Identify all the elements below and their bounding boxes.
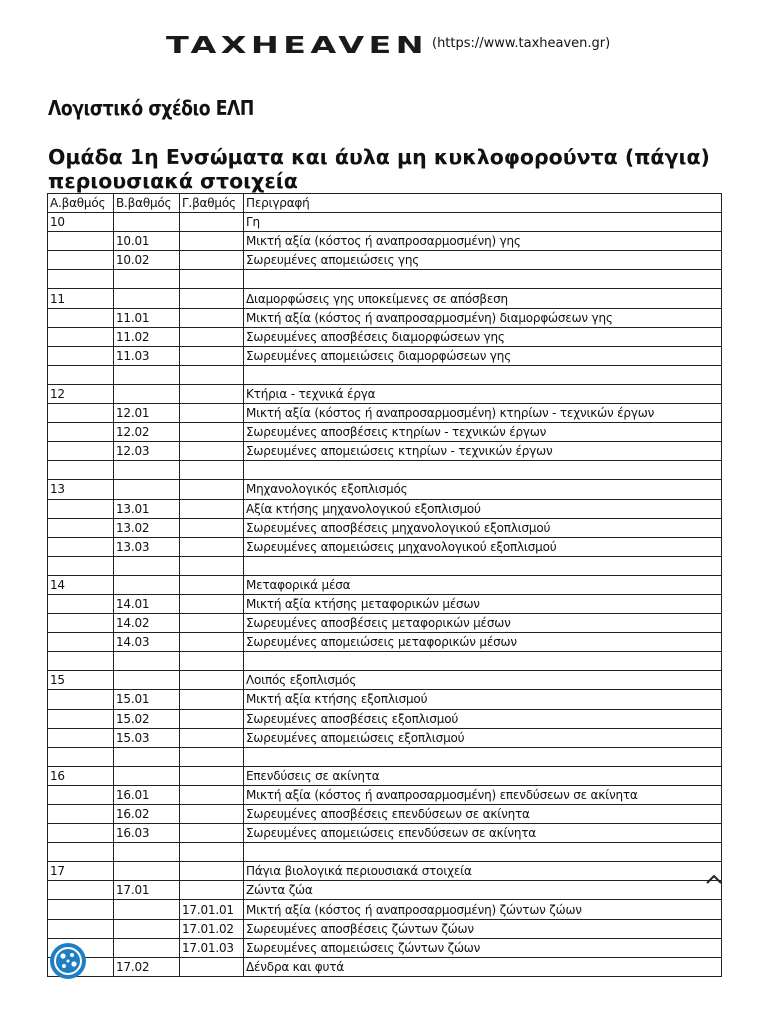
account-level-c <box>180 614 244 633</box>
account-level-a <box>48 824 114 843</box>
account-description <box>244 747 722 766</box>
account-level-c <box>180 423 244 442</box>
account-level-b: 11.02 <box>114 327 180 346</box>
account-level-c <box>180 327 244 346</box>
account-description: Σωρευμένες αποσβέσεις ζώντων ζώων <box>244 919 722 938</box>
account-description: Σωρευμένες απομειώσεις κτηρίων - τεχνικών έργων <box>244 442 722 461</box>
accounts-table <box>47 193 722 977</box>
account-level-b: 11.01 <box>114 308 180 327</box>
account-level-b: 15.03 <box>114 728 180 747</box>
account-level-a <box>48 728 114 747</box>
account-level-c <box>180 518 244 537</box>
account-level-b: 15.02 <box>114 709 180 728</box>
account-level-c <box>180 384 244 403</box>
table-row <box>48 346 722 365</box>
table-row <box>48 594 722 613</box>
account-level-a <box>48 499 114 518</box>
account-level-b <box>114 671 180 690</box>
account-level-a <box>48 805 114 824</box>
table-row <box>48 785 722 804</box>
account-level-c <box>180 747 244 766</box>
account-level-b: 16.01 <box>114 785 180 804</box>
table-row <box>48 862 722 881</box>
table-row <box>48 957 722 976</box>
account-level-a: 17 <box>48 862 114 881</box>
account-level-c <box>180 633 244 652</box>
table-row <box>48 938 722 957</box>
account-description: Μικτή αξία (κόστος ή αναπροσαρμοσμένη) επενδύσεων σε ακίνητα <box>244 785 722 804</box>
account-level-a <box>48 709 114 728</box>
account-level-c <box>180 575 244 594</box>
account-level-b <box>114 900 180 919</box>
account-level-c <box>180 346 244 365</box>
table-row <box>48 652 722 671</box>
account-level-a <box>48 881 114 900</box>
table-row <box>48 213 722 232</box>
account-level-c <box>180 709 244 728</box>
account-description: Σωρευμένες απομειώσεις διαμορφώσεων γης <box>244 346 722 365</box>
account-description: Σωρευμένες απομειώσεις επενδύσεων σε ακίνητα <box>244 824 722 843</box>
account-level-a <box>48 537 114 556</box>
account-level-a <box>48 346 114 365</box>
account-level-b <box>114 384 180 403</box>
account-level-b <box>114 480 180 499</box>
taxheaven-logo[interactable] <box>166 32 430 58</box>
table-row <box>48 442 722 461</box>
table-row <box>48 423 722 442</box>
account-level-c <box>180 957 244 976</box>
table-row <box>48 537 722 556</box>
account-description: Σωρευμένες απομειώσεις εξοπλισμού <box>244 728 722 747</box>
account-description: Ζώντα ζώα <box>244 881 722 900</box>
account-level-a: 15 <box>48 671 114 690</box>
table-row <box>48 690 722 709</box>
account-description <box>244 270 722 289</box>
table-row <box>48 843 722 862</box>
account-description: Μικτή αξία (κόστος ή αναπροσαρμοσμένη) γης <box>244 232 722 251</box>
column-header-b: Β.βαθμός <box>114 194 180 213</box>
account-level-a <box>48 594 114 613</box>
group-title: Ομάδα 1η Ενσώματα και άυλα μη κυκλοφορούντα (πάγια) περιουσιακά στοιχεία <box>48 145 710 193</box>
account-level-c <box>180 461 244 480</box>
account-description: Σωρευμένες απομειώσεις γης <box>244 251 722 270</box>
table-row <box>48 747 722 766</box>
table-header-row <box>48 194 722 213</box>
cookie-settings-icon[interactable] <box>48 941 88 981</box>
table-row <box>48 365 722 384</box>
account-description: Σωρευμένες αποσβέσεις κτηρίων - τεχνικών έργων <box>244 423 722 442</box>
account-level-c <box>180 480 244 499</box>
logo-text: TAXHEAVEN <box>166 33 428 58</box>
account-level-c <box>180 213 244 232</box>
account-level-a <box>48 843 114 862</box>
account-level-c: 17.01.02 <box>180 919 244 938</box>
table-row <box>48 805 722 824</box>
account-level-b <box>114 270 180 289</box>
account-level-b: 13.01 <box>114 499 180 518</box>
account-level-a <box>48 614 114 633</box>
account-level-a <box>48 270 114 289</box>
table-row <box>48 308 722 327</box>
table-row <box>48 575 722 594</box>
account-level-a <box>48 919 114 938</box>
account-level-c <box>180 365 244 384</box>
account-description: Σωρευμένες αποσβέσεις εξοπλισμού <box>244 709 722 728</box>
account-level-c <box>180 862 244 881</box>
account-description: Γη <box>244 213 722 232</box>
table-row <box>48 614 722 633</box>
table-row <box>48 480 722 499</box>
account-level-c: 17.01.01 <box>180 900 244 919</box>
account-description <box>244 556 722 575</box>
account-level-b: 12.03 <box>114 442 180 461</box>
account-level-a <box>48 365 114 384</box>
account-description: Μικτή αξία κτήσης μεταφορικών μέσων <box>244 594 722 613</box>
account-description: Μικτή αξία (κόστος ή αναπροσαρμοσμένη) ζώντων ζώων <box>244 900 722 919</box>
account-level-b: 17.01 <box>114 881 180 900</box>
account-description: Σωρευμένες αποσβέσεις μεταφορικών μέσων <box>244 614 722 633</box>
table-row <box>48 518 722 537</box>
account-level-a <box>48 327 114 346</box>
table-row <box>48 232 722 251</box>
account-level-c <box>180 232 244 251</box>
account-level-a <box>48 747 114 766</box>
table-row <box>48 404 722 423</box>
account-level-c <box>180 766 244 785</box>
account-level-b <box>114 213 180 232</box>
account-level-c <box>180 805 244 824</box>
account-level-b: 12.01 <box>114 404 180 423</box>
account-level-c <box>180 728 244 747</box>
account-level-b <box>114 652 180 671</box>
account-description: Σωρευμένες απομειώσεις μηχανολογικού εξοπλισμού <box>244 537 722 556</box>
account-level-a <box>48 633 114 652</box>
column-header-a: Α.βαθμός <box>48 194 114 213</box>
table-row <box>48 881 722 900</box>
account-level-a: 13 <box>48 480 114 499</box>
account-level-c <box>180 785 244 804</box>
account-level-c <box>180 308 244 327</box>
account-level-b <box>114 575 180 594</box>
account-level-a <box>48 308 114 327</box>
account-level-b <box>114 766 180 785</box>
account-description: Επενδύσεις σε ακίνητα <box>244 766 722 785</box>
account-description <box>244 652 722 671</box>
account-level-a <box>48 518 114 537</box>
account-level-b <box>114 919 180 938</box>
account-level-c <box>180 824 244 843</box>
account-level-a <box>48 442 114 461</box>
account-description: Κτήρια - τεχνικά έργα <box>244 384 722 403</box>
account-level-a: 16 <box>48 766 114 785</box>
account-description: Μεταφορικά μέσα <box>244 575 722 594</box>
account-description: Δένδρα και φυτά <box>244 957 722 976</box>
account-description: Σωρευμένες απομειώσεις ζώντων ζώων <box>244 938 722 957</box>
account-level-b <box>114 289 180 308</box>
chevron-up-icon[interactable] <box>704 871 724 887</box>
account-level-c <box>180 690 244 709</box>
account-level-c <box>180 442 244 461</box>
account-description: Μικτή αξία (κόστος ή αναπροσαρμοσμένη) διαμορφώσεων γης <box>244 308 722 327</box>
account-level-c <box>180 251 244 270</box>
account-level-a <box>48 404 114 423</box>
account-level-b <box>114 747 180 766</box>
account-level-b: 13.03 <box>114 537 180 556</box>
account-level-a: 12 <box>48 384 114 403</box>
account-level-c <box>180 594 244 613</box>
account-level-c <box>180 843 244 862</box>
account-level-a <box>48 690 114 709</box>
table-row <box>48 671 722 690</box>
account-level-a <box>48 232 114 251</box>
account-level-a <box>48 251 114 270</box>
site-header <box>0 30 768 62</box>
account-level-b: 15.01 <box>114 690 180 709</box>
table-row <box>48 556 722 575</box>
account-level-b: 12.02 <box>114 423 180 442</box>
account-level-b: 10.02 <box>114 251 180 270</box>
table-row <box>48 824 722 843</box>
account-level-b: 10.01 <box>114 232 180 251</box>
account-description <box>244 843 722 862</box>
account-level-b <box>114 365 180 384</box>
table-row <box>48 270 722 289</box>
account-description: Διαμορφώσεις γης υποκείμενες σε απόσβεση <box>244 289 722 308</box>
table-row <box>48 327 722 346</box>
account-level-b <box>114 843 180 862</box>
table-row <box>48 728 722 747</box>
account-description: Σωρευμένες αποσβέσεις επενδύσεων σε ακίνητα <box>244 805 722 824</box>
site-url[interactable]: (https://www.taxheaven.gr) <box>432 36 611 51</box>
account-level-b: 11.03 <box>114 346 180 365</box>
account-level-a: 10 <box>48 213 114 232</box>
account-description <box>244 365 722 384</box>
account-level-a <box>48 652 114 671</box>
account-description: Σωρευμένες αποσβέσεις μηχανολογικού εξοπλισμού <box>244 518 722 537</box>
table-row <box>48 289 722 308</box>
account-level-b: 14.02 <box>114 614 180 633</box>
account-level-c <box>180 404 244 423</box>
account-level-c <box>180 556 244 575</box>
account-level-b: 16.03 <box>114 824 180 843</box>
account-level-a: 14 <box>48 575 114 594</box>
table-row <box>48 384 722 403</box>
account-level-a <box>48 461 114 480</box>
account-description: Σωρευμένες αποσβέσεις διαμορφώσεων γης <box>244 327 722 346</box>
account-description: Μικτή αξία κτήσης εξοπλισμού <box>244 690 722 709</box>
column-header-c: Γ.βαθμός <box>180 194 244 213</box>
account-level-b: 16.02 <box>114 805 180 824</box>
account-level-a <box>48 900 114 919</box>
account-description: Μικτή αξία (κόστος ή αναπροσαρμοσμένη) κτηρίων - τεχνικών έργων <box>244 404 722 423</box>
account-level-c <box>180 652 244 671</box>
account-level-b: 13.02 <box>114 518 180 537</box>
account-level-c: 17.01.03 <box>180 938 244 957</box>
account-level-b: 14.03 <box>114 633 180 652</box>
account-level-b: 17.02 <box>114 957 180 976</box>
account-level-a <box>48 423 114 442</box>
table-row <box>48 709 722 728</box>
account-description: Μηχανολογικός εξοπλισμός <box>244 480 722 499</box>
table-row <box>48 251 722 270</box>
account-level-c <box>180 289 244 308</box>
account-level-c <box>180 499 244 518</box>
table-row <box>48 461 722 480</box>
account-description: Αξία κτήσης μηχανολογικού εξοπλισμού <box>244 499 722 518</box>
account-level-c <box>180 671 244 690</box>
account-level-b <box>114 461 180 480</box>
account-description: Λοιπός εξοπλισμός <box>244 671 722 690</box>
account-level-a: 11 <box>48 289 114 308</box>
account-level-b <box>114 556 180 575</box>
account-level-b <box>114 862 180 881</box>
account-level-a <box>48 556 114 575</box>
table-row <box>48 633 722 652</box>
account-level-a <box>48 785 114 804</box>
account-description <box>244 461 722 480</box>
account-level-c <box>180 537 244 556</box>
document-title: Λογιστικό σχέδιο ΕΛΠ <box>48 96 254 120</box>
account-description: Σωρευμένες απομειώσεις μεταφορικών μέσων <box>244 633 722 652</box>
table-row <box>48 900 722 919</box>
account-level-c <box>180 270 244 289</box>
table-row <box>48 499 722 518</box>
account-description: Πάγια βιολογικά περιουσιακά στοιχεία <box>244 862 722 881</box>
account-level-b <box>114 938 180 957</box>
table-row <box>48 919 722 938</box>
column-header-description: Περιγραφή <box>244 194 722 213</box>
account-level-c <box>180 881 244 900</box>
account-level-b: 14.01 <box>114 594 180 613</box>
table-row <box>48 766 722 785</box>
